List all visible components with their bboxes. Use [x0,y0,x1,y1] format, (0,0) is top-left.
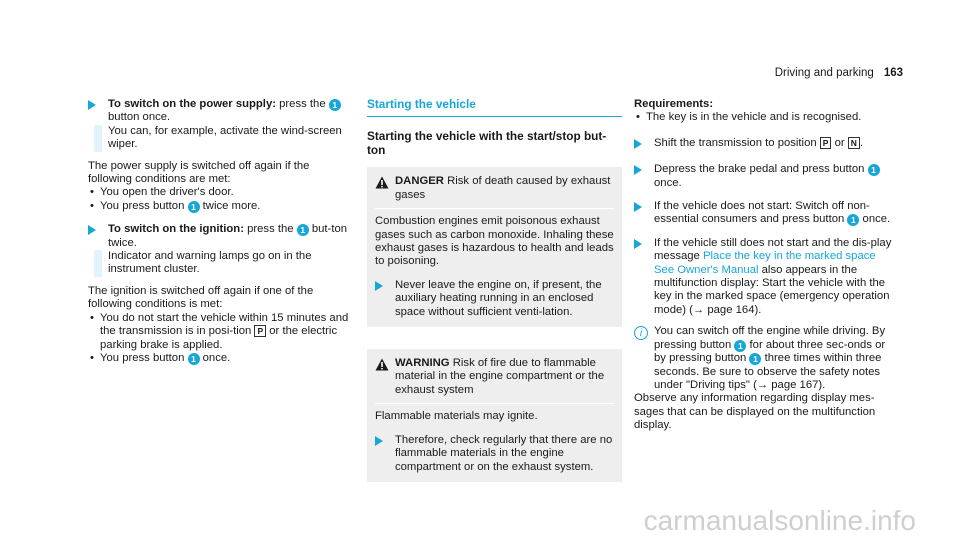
page-header [775,67,903,80]
warning-body: Flammable materials may ignite. [375,403,614,423]
button-1-badge: 1 [734,340,746,352]
button-1-badge: 1 [868,164,880,176]
step-arrow-icon [88,100,96,110]
paragraph: The power supply is switched off again if the following conditions are met: [88,159,310,186]
step-text: once. [654,176,682,189]
step-text: press the [243,223,297,236]
step-ignition-result [88,250,352,277]
requirements-title: Requirements: [634,98,714,110]
list-text: You press button [100,351,188,364]
step-result-text: Indicator and warning lamps go on in the instrument cluster. [108,250,312,276]
step-text: Shift the transmission to position [654,136,820,149]
list-item [88,352,352,365]
step-bar [94,250,102,277]
note-text: You can switch off the engine while driving. By pressing button [654,325,886,351]
column-3 [634,98,898,433]
warning-label: WARNING [395,357,450,370]
warning-step [375,434,614,474]
step-shift [634,137,898,153]
column-2 [367,98,622,482]
step-power-supply-result [88,125,352,152]
step-arrow-icon [375,436,383,446]
step-text: If the vehicle still does not start and the dis-play message [654,236,892,263]
step-result-text: You can, for example, activate the wind-screen wiper. [108,124,342,151]
list-item [88,200,352,213]
warning-head: Risk of fire due to flammable material in the engine compartment or the exhaust system [395,357,605,396]
watermark: carmanualsonline.info [643,504,916,536]
warning-triangle-icon [375,358,389,397]
list-item: • You open the driver's door. [88,186,352,199]
step-arrow-icon [634,165,642,175]
step-not-start [634,200,898,227]
list-text: or the electric parking brake is applied. [100,325,338,351]
step-still-not-start [634,237,898,317]
danger-body: Combustion engines emit poisonous exhaust gases such as carbon monoxide. Inhaling these exhaust gases is hazardous to health and leads to poisoning. [375,208,614,269]
warning-step-text: Therefore, check regularly that there are no flammable materials in the engine compartment or on the exhaust system. [395,433,613,473]
button-1-badge: 1 [847,214,859,226]
sub-title: Starting the vehicle with the start/stop but-ton [367,129,607,158]
list-text: You press button [100,199,188,212]
paragraph: The ignition is switched off again if one of the following conditions is met: [88,284,314,311]
danger-box [367,167,622,327]
danger-step-text: Never leave the engine on, if present, the auxiliary heating running in an enclosed space without sufficient venti-lation. [395,278,602,318]
column-1 [88,98,352,365]
step-bar [94,125,102,152]
bullet-list [88,312,352,366]
gear-n-icon: N [848,137,860,149]
warning-triangle-icon [375,176,389,202]
gear-p-icon: P [254,325,266,337]
section-title: Starting the vehicle [367,98,622,117]
step-brake [634,163,898,190]
paragraph: Observe any information regarding display mes-sages that can be displayed on the multifunction display. [634,392,876,432]
danger-label: DANGER [395,175,444,188]
info-note [634,325,898,392]
step-power-supply [88,98,352,125]
button-1-badge: 1 [749,353,761,365]
step-title: To switch on the power supply: [108,98,276,110]
step-text: button once. [108,111,171,124]
header-section: Driving and parking [774,67,874,79]
step-arrow-icon [88,225,96,235]
button-1-badge: 1 [188,201,200,213]
info-icon: i [634,326,648,340]
list-item: • The key is in the vehicle and is recognised. [634,111,898,124]
step-arrow-icon [634,202,642,212]
step-text: also appears in the multifunction display: Start the vehicle with the key in the marked space (emergency operation mode) (→ page 164). [654,263,890,316]
step-text: once. [859,213,891,226]
step-ignition [88,223,352,250]
button-1-badge: 1 [188,353,200,365]
button-1-badge: 1 [329,99,341,111]
step-text: If the vehicle does not start: Switch off non-essential consumers and press button [654,200,870,226]
note-text: three times within three seconds. Be sure to observe the safety notes under "Driving tips" (→ page 167). [654,352,882,391]
step-arrow-icon [634,139,642,149]
danger-head: Risk of death caused by exhaust gases [395,175,611,201]
step-arrow-icon [375,281,383,291]
list-text: You do not start the vehicle within 15 minutes and the transmission is in posi-tion [100,311,349,338]
list-item [88,312,352,352]
step-arrow-icon [634,239,642,249]
danger-step [375,279,614,319]
requirements-list [634,111,898,124]
page-number: 163 [883,67,903,79]
list-text: once. [199,351,231,364]
list-text: twice more. [199,199,261,212]
warning-box [367,349,622,482]
note-text: for about three sec-onds or by pressing button [654,338,886,365]
step-text: Depress the brake pedal and press button [654,163,868,176]
bullet-list [88,186,352,213]
gear-p-icon: P [820,137,832,149]
step-text: or [831,136,848,149]
step-title: To switch on the ignition: [108,223,244,236]
display-message-link[interactable]: Place the key in the marked space See Owner's Manual [654,250,876,276]
button-1-badge: 1 [297,224,309,236]
step-text: press the [276,98,329,110]
step-text: but-ton twice. [108,223,348,249]
step-text: . [859,136,864,149]
